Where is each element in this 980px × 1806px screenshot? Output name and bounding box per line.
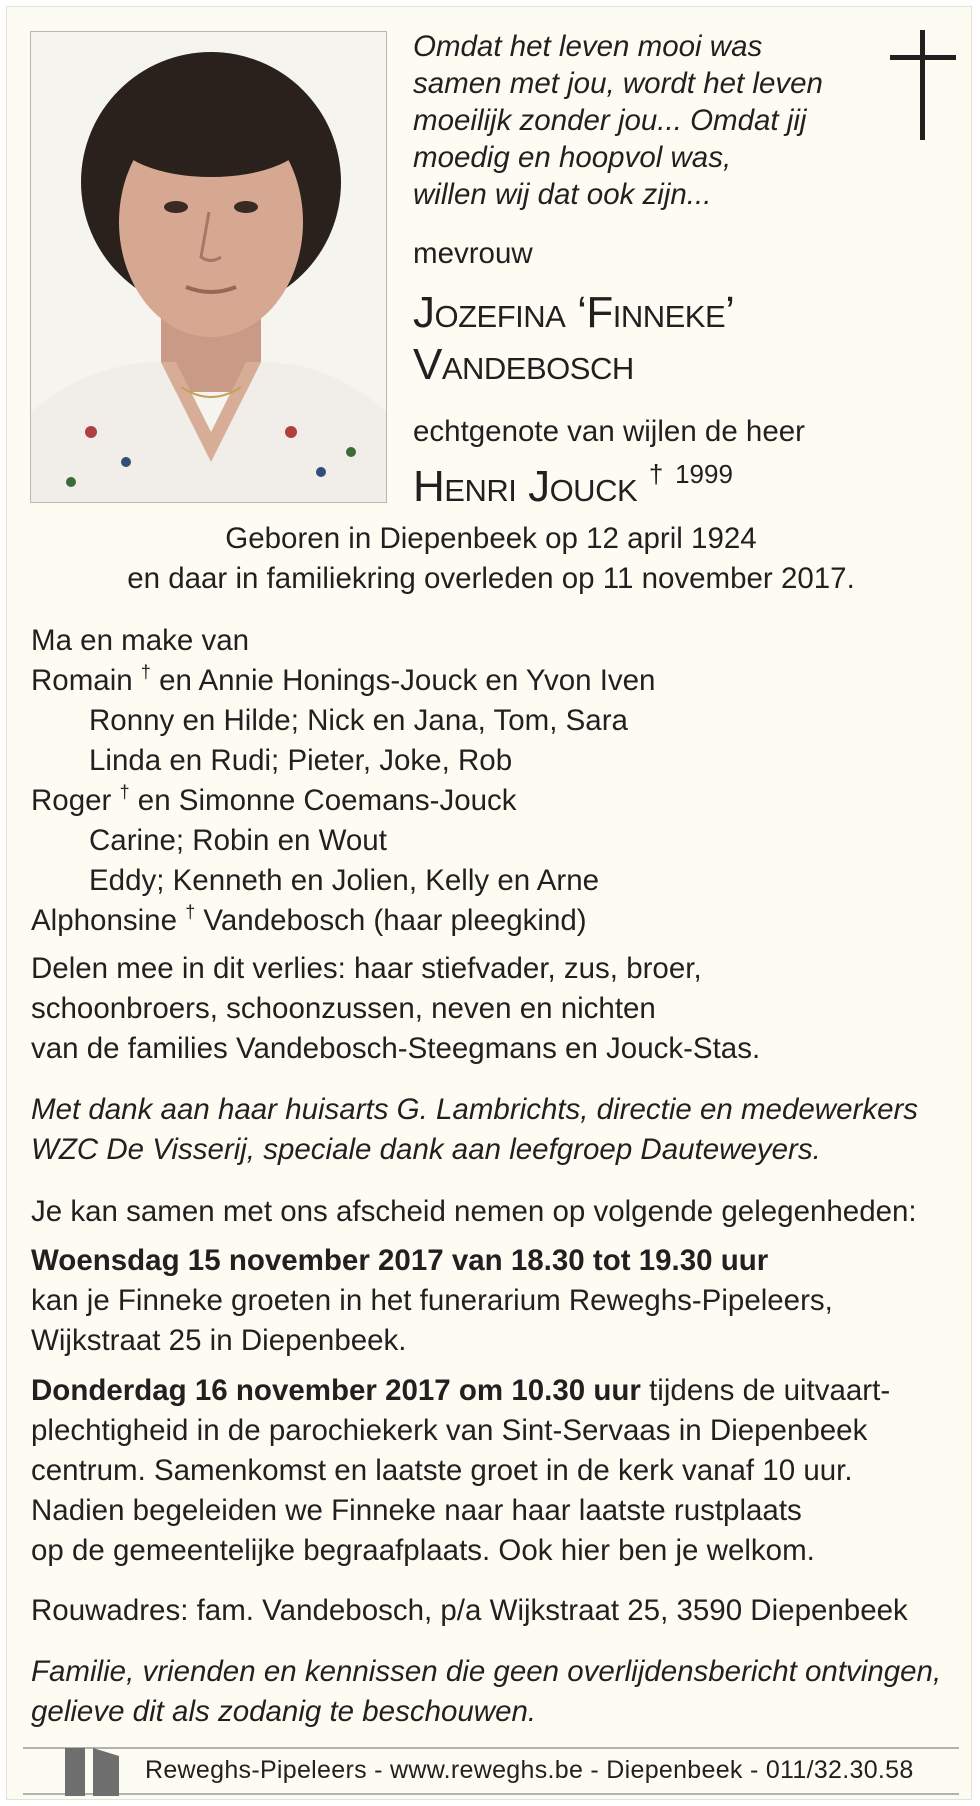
address-line: [31, 1591, 961, 1631]
funeral-line: op de gemeentelijke begraafplaats. Ook hier ben je welkom.: [31, 1534, 815, 1567]
poem-line: moedig en hoopvol was,: [413, 141, 732, 174]
deceased-name-line1: Jozefina ‘Finneke’: [413, 288, 735, 337]
funeral-line: plechtigheid in de parochiekerk van Sint-Servaas in Diepenbeek: [31, 1414, 868, 1447]
family-text: en Annie Honings-Jouck en Yvon Iven: [159, 664, 656, 697]
funeral-line: [31, 1371, 961, 1411]
closing-paragraph: [31, 1652, 961, 1732]
family-text: Vandebosch (haar pleegkind): [203, 904, 587, 937]
date-line: Geboren in Diepenbeek op 12 april 1924: [225, 522, 757, 555]
sharing-paragraph: [31, 949, 961, 1069]
portrait-photo: [30, 31, 387, 503]
family-intro: Ma en make van: [31, 624, 250, 657]
family-list: [31, 621, 961, 941]
funeral-text: tijdens de uitvaart-: [640, 1374, 891, 1407]
poem: [413, 28, 873, 213]
closing-line: Familie, vrienden en kennissen die geen overlijdensbericht ontvingen,: [31, 1655, 942, 1688]
birth-death-dates: [13, 519, 969, 599]
dagger-icon: †: [648, 459, 664, 489]
visitation-date: Woensdag 15 november 2017 van 18.30 tot 19.30 uur: [31, 1244, 769, 1277]
family-line: [31, 901, 961, 941]
funeral-paragraph: [31, 1371, 961, 1571]
occasions-intro: [31, 1192, 961, 1232]
family-line: Eddy; Kenneth en Jolien, Kelly en Arne: [89, 864, 600, 897]
sharing-line: schoonbroers, schoonzussen, neven en nichten: [31, 992, 656, 1025]
visitation-line: kan je Finneke groeten in het funerarium Reweghs-Pipeleers,: [31, 1284, 833, 1317]
funeral-home-logo-icon: [61, 1744, 123, 1798]
dagger-icon: †: [185, 902, 196, 922]
salutation: mevrouw: [413, 237, 533, 270]
poem-line: moeilijk zonder jou... Omdat jij: [413, 104, 807, 137]
sharing-line: van de families Vandebosch-Steegmans en Jouck-Stas.: [31, 1032, 761, 1065]
spouse-name-line: [413, 459, 733, 512]
poem-line: willen wij dat ook zijn...: [413, 178, 712, 211]
family-text: en Simonne Coemans-Jouck: [137, 784, 517, 817]
footer: [13, 1742, 969, 1800]
funeral-line: Nadien begeleiden we Finneke naar haar laatste rustplaats: [31, 1494, 802, 1527]
family-line: [31, 661, 961, 701]
portrait-illustration: [31, 32, 386, 502]
family-line: Linda en Rudi; Pieter, Joke, Rob: [89, 744, 513, 777]
family-line: [31, 781, 961, 821]
dagger-icon: †: [119, 782, 130, 802]
thanks-line: WZC De Visserij, speciale dank aan leefgroep Dauteweyers.: [31, 1133, 821, 1166]
family-name: Romain: [31, 664, 133, 697]
visitation-paragraph: [31, 1241, 961, 1361]
family-name: Roger: [31, 784, 112, 817]
dagger-icon: †: [140, 662, 151, 682]
poem-line: samen met jou, wordt het leven: [413, 67, 823, 100]
date-line: en daar in familiekring overleden op 11 november 2017.: [127, 562, 855, 595]
deceased-name: [413, 287, 734, 391]
family-line: Ronny en Hilde; Nick en Jana, Tom, Sara: [89, 704, 628, 737]
visitation-line: Wijkstraat 25 in Diepenbeek.: [31, 1324, 407, 1357]
visitation-line: [31, 1241, 961, 1281]
spouse-death-year: 1999: [675, 459, 733, 489]
poem-line: Omdat het leven mooi was: [413, 30, 763, 63]
deceased-name-line2: Vandebosch: [413, 340, 634, 389]
funeral-line: centrum. Samenkomst en laatste groet in de kerk vanaf 10 uur.: [31, 1454, 853, 1487]
closing-line: gelieve dit als zodanig te beschouwen.: [31, 1695, 537, 1728]
spouse-name: Henri Jouck: [413, 462, 638, 511]
spouse-intro: echtgenote van wijlen de heer: [413, 415, 805, 448]
death-notice-card: [6, 6, 972, 1800]
thanks-paragraph: [31, 1090, 961, 1170]
occasions-intro-text: Je kan samen met ons afscheid nemen op volgende gelegenheden:: [31, 1195, 917, 1228]
sharing-line: Delen mee in dit verlies: haar stiefvader, zus, broer,: [31, 952, 702, 985]
footer-text: Reweghs-Pipeleers - www.reweghs.be - Diepenbeek - 011/32.30.58: [145, 1756, 914, 1784]
family-name: Alphonsine: [31, 904, 177, 937]
funeral-date: Donderdag 16 november 2017 om 10.30 uur: [31, 1374, 641, 1407]
address-text: Rouwadres: fam. Vandebosch, p/a Wijkstraat 25, 3590 Diepenbeek: [31, 1594, 908, 1627]
cross-icon: [890, 30, 956, 140]
thanks-line: Met dank aan haar huisarts G. Lambrichts, directie en medewerkers: [31, 1093, 919, 1126]
family-line: Carine; Robin en Wout: [89, 824, 387, 857]
